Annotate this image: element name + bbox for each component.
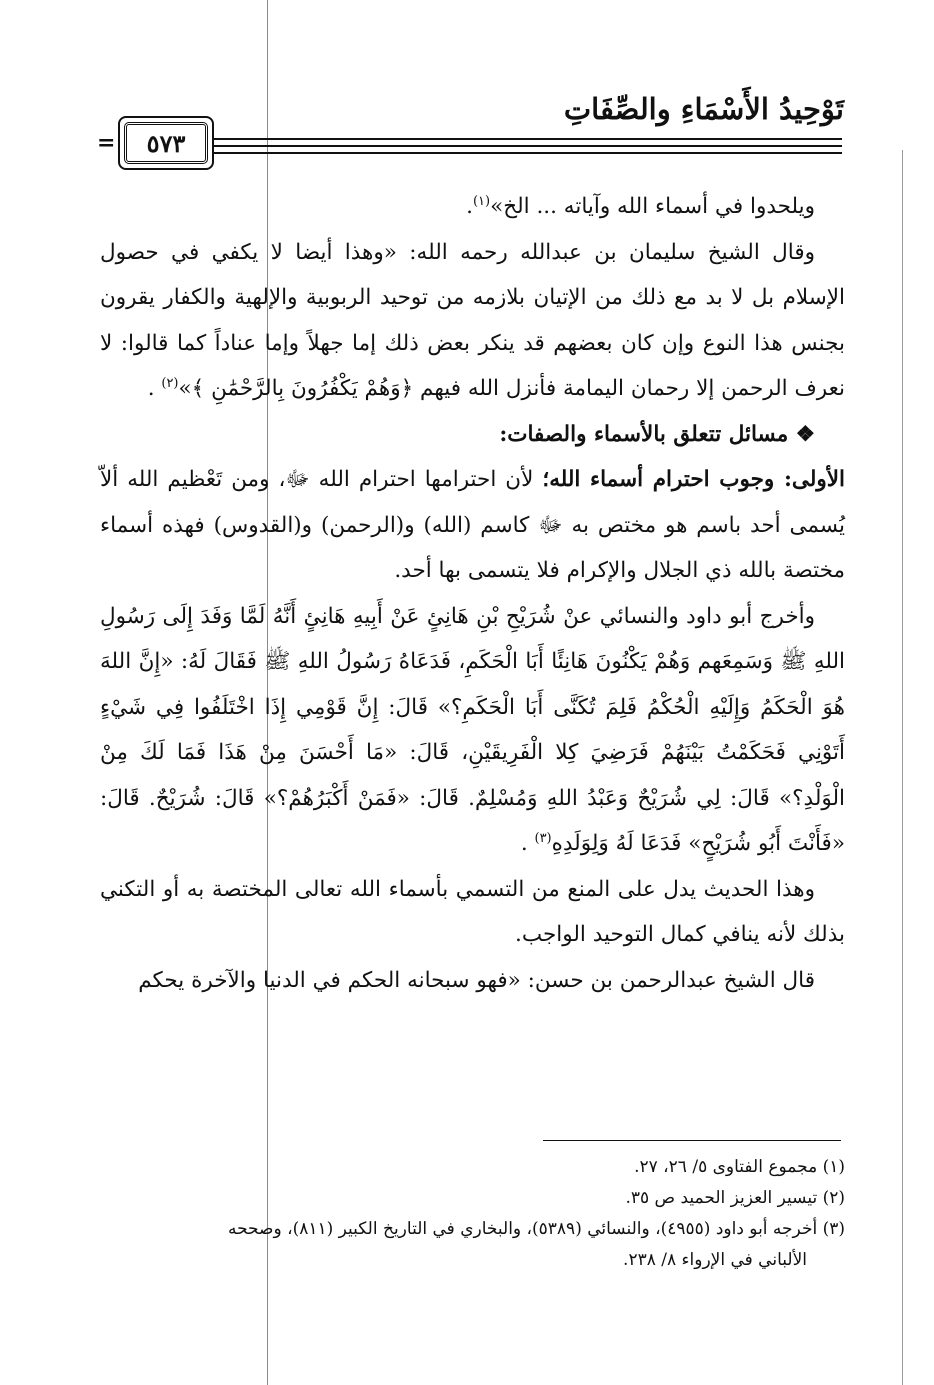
paragraph-text: لأن احترامها احترام الله ﷻ، ومن تَعْظيم الله ألاّ يُسمى أحد باسم هو مختص به ﷻ كاسم (الله) و(الرحمن) و(القدوس) فهذه أسماء مختصة بالله ذي الجلال والإكرام فلا يتسمى بها أحد. [100,467,845,583]
footnote: (٣) أخرجه أبو داود (٤٩٥٥)، والنسائي (٥٣٨٩)، والبخاري في التاريخ الكبير (٨١١)، وصححه [227,1219,845,1239]
paragraph [100,230,845,412]
header-rule [214,138,842,140]
paragraph-text: وقال الشيخ سليمان بن عبدالله رحمه الله: «وهذا أيضا لا يكفي في حصول الإسلام بل لا بد مع ذلك من الإتيان بلازمه من توحيد الربوبية والإلهية والكفار يقرون بجنس هذا النوع وإن كان بعضهم قد ينكر بعض ذلك إما جهلاً وإما عناداً كما قالوا: لا نعرف الرحمن إلا رحمان اليمامة فأنزل الله فيهم ﴿وَهُمْ يَكْفُرُونَ بِالرَّحْمَٰنِ ﴾» [100,239,845,401]
section-heading: ❖ مسائل تتعلق بالأسماء والصفات: [499,421,815,447]
footnote-continuation: الألباني في الإرواء ٨/ ٢٣٨. [623,1250,807,1270]
paragraph [100,594,845,867]
main-text [100,184,845,1003]
header-rule [214,145,842,147]
page-marker: = [97,130,116,156]
page-number-box [124,122,208,164]
footnote: (٢) تيسير العزيز الحميد ص ٣٥. [625,1188,845,1208]
running-header-title: تَوْحِيدُ الأَسْمَاءِ والصِّفَاتِ [563,92,844,126]
footnote-ref: (٢) [161,375,179,391]
footnote-separator [543,1140,841,1141]
issue-lead: الأولى: وجوب احترام أسماء الله؛ [542,467,845,492]
footnote-ref: (٣) [534,830,552,846]
footnote-ref: (١) [472,193,491,209]
paragraph: وهذا الحديث يدل على المنع من التسمي بأسماء الله تعالى المختصة به أو التكني بذلك لأنه ينافي كمال التوحيد الواجب. [100,876,845,947]
footnotes [100,1152,845,1276]
footnote: (١) مجموع الفتاوى ٥/ ٢٦، ٢٧. [634,1157,845,1177]
paragraph-text: وأخرج أبو داود والنسائي عنْ شُرَيْحِ بْنِ هَانِئٍ عَنْ أَبِيهِ هَانِئٍ أَنَّهُ لَمَّا وَفَدَ إِلَى رَسُولِ اللهِ ﷺ وَسَمِعَهم وَهُمْ يَكْنُونَ هَانِئًا أَبَا الْحَكَمِ، فَدَعَاهُ رَسُولُ اللهِ ﷺ فَقَالَ لَهُ: «إِنَّ اللهَ هُوَ الْحَكَمُ وَإِلَيْهِ الْحُكْمُ فَلِمَ تُكَنَّى أَبَا الْحَكَمِ؟» قَالَ: إِنَّ قَوْمِي إِذَا اخْتَلَفُوا فِي شَيْءٍ أَتَوْنِي فَحَكَمْتُ بَيْنَهُمْ فَرَضِيَ كِلا الْفَرِيقَيْنِ، قَالَ: «مَا أَحْسَنَ مِنْ هَذَا فَمَا لَكَ مِنْ الْوَلْدِ؟» قَالَ: لِي شُرَيْحٌ وَعَبْدُ اللهِ وَمُسْلِمٌ. قَالَ: «فَمَنْ أَكْبَرُهُمْ؟» قَالَ: شُرَيْحٌ. قَالَ: «فَأَنْتَ أَبُو شُرَيْحٍ» فَدَعَا لَهُ وَلِوَلَدِهِ [100,603,845,856]
paragraph-end: . [466,194,473,219]
header-rule [214,152,842,154]
paragraph [100,184,845,230]
page-edge-line [902,150,903,1385]
page-number: ٥٧٣ [146,128,186,158]
paragraph: قال الشيخ عبدالرحمن بن حسن: «فهو سبحانه الحكم في الدنيا والآخرة يحكم [138,967,815,993]
paragraph-end: . [520,831,535,856]
paragraph [100,457,845,594]
paragraph-text: ويلحدوا في أسماء الله وآياته ... الخ» [490,194,815,219]
paragraph-end: . [147,376,162,401]
